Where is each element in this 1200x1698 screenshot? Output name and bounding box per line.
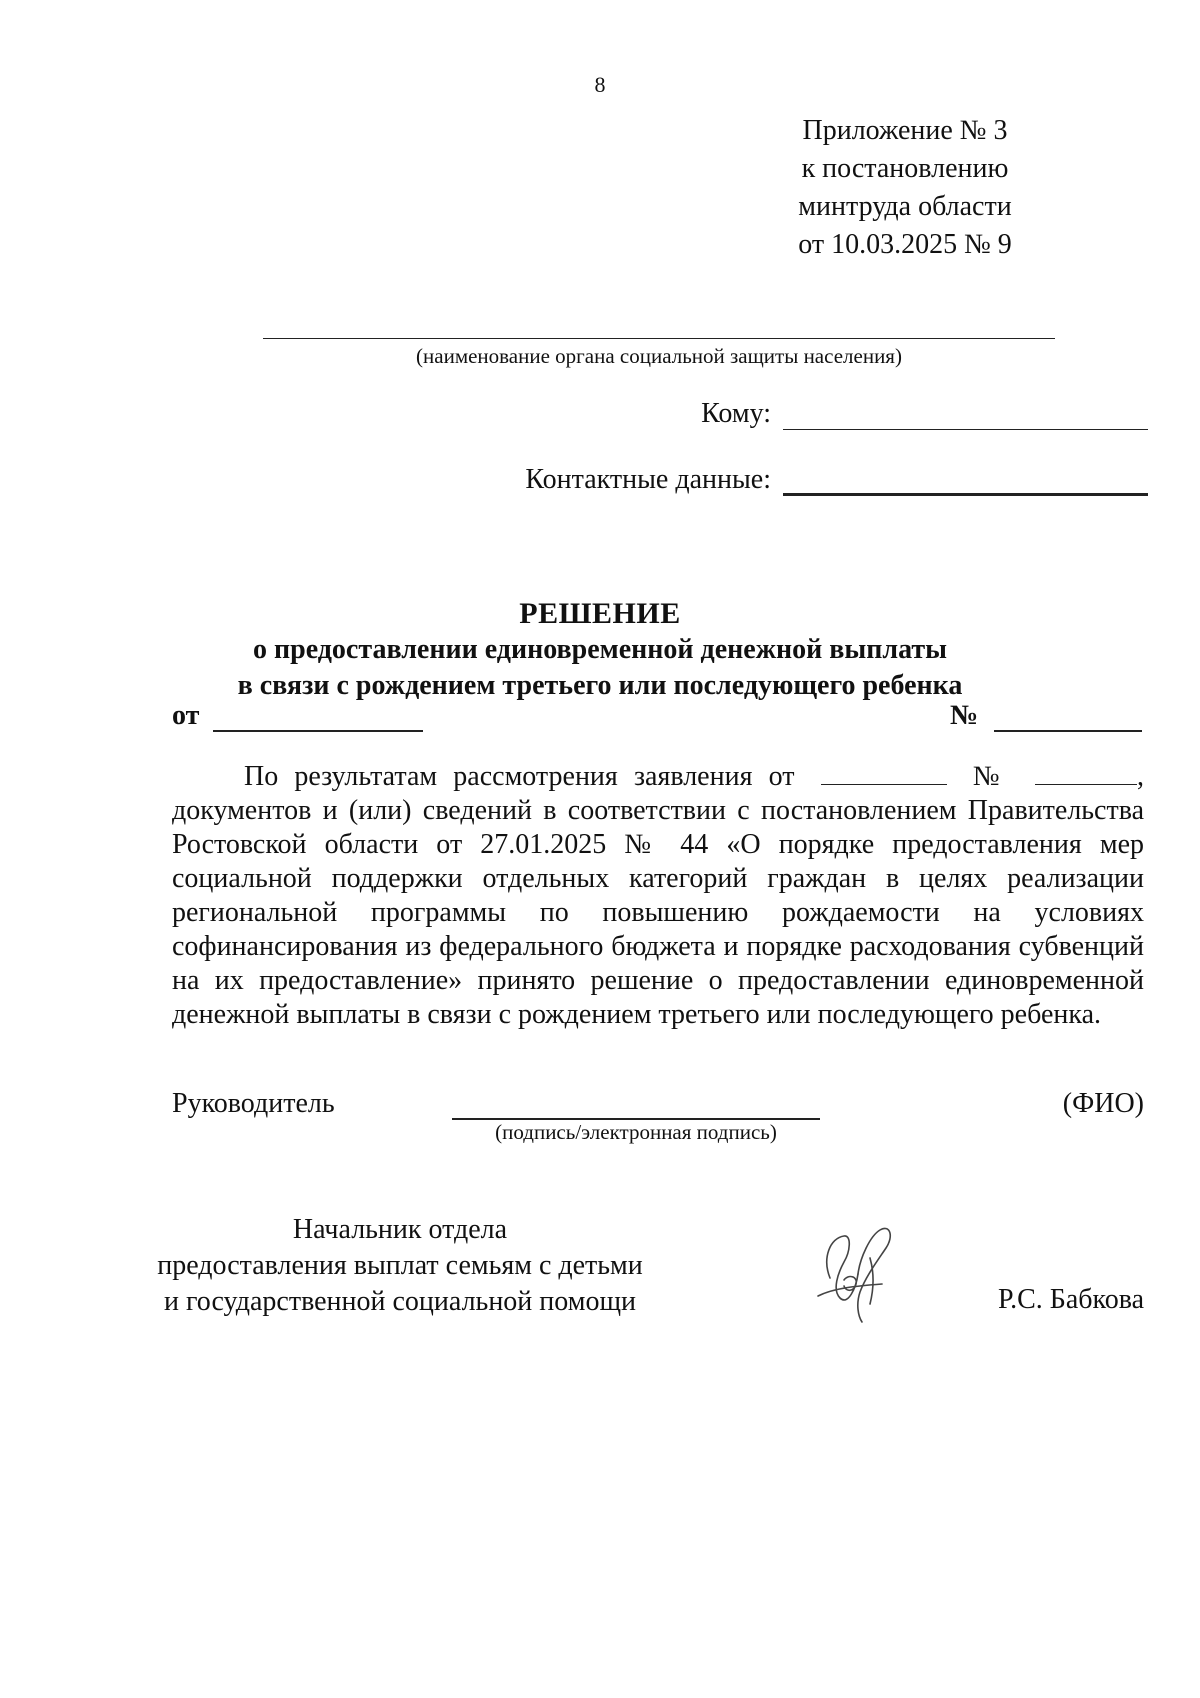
decision-date-field bbox=[172, 700, 423, 732]
title-main: РЕШЕНИЕ bbox=[519, 597, 681, 630]
application-number-blank bbox=[1035, 762, 1137, 785]
signature-caption: (подпись/электронная подпись) bbox=[495, 1120, 777, 1144]
org-name-line bbox=[263, 338, 1055, 339]
appendix-line: Приложение № 3 bbox=[802, 115, 1008, 146]
body-text: № bbox=[972, 761, 1009, 792]
chief-line: предоставления выплат семьям с детьми bbox=[157, 1250, 643, 1281]
appendix-line: к постановлению bbox=[801, 153, 1009, 184]
contacts-label: Контактные данные: bbox=[525, 464, 771, 495]
title-line: о предоставлении единовременной денежной выплаты bbox=[253, 634, 947, 665]
body-text: По результатам рассмотрения заявления от bbox=[244, 761, 795, 792]
appendix-reference bbox=[760, 112, 1050, 264]
date-blank bbox=[213, 704, 423, 732]
contacts-field bbox=[525, 464, 1148, 496]
application-date-blank bbox=[821, 762, 947, 785]
page-number: 8 bbox=[594, 72, 606, 97]
org-name-caption: (наименование органа социальной защиты населения) bbox=[416, 344, 902, 368]
decision-number-field bbox=[950, 700, 1142, 732]
fio-label: (ФИО) bbox=[1062, 1088, 1144, 1119]
signer-name: Р.С. Бабкова bbox=[998, 1284, 1144, 1315]
recipient-field bbox=[701, 398, 1148, 430]
chief-line: Начальник отдела bbox=[292, 1214, 508, 1245]
title-line: в связи с рождением третьего или последующего ребенка bbox=[237, 670, 963, 701]
head-label: Руководитель bbox=[172, 1088, 335, 1119]
chief-line: и государственной социальной помощи bbox=[163, 1286, 637, 1317]
appendix-line: от 10.03.2025 № 9 bbox=[798, 229, 1012, 260]
decision-body bbox=[172, 760, 1144, 1032]
body-text: , bbox=[1137, 761, 1145, 792]
number-blank bbox=[994, 704, 1142, 732]
contacts-blank bbox=[783, 467, 1148, 496]
appendix-line: минтруда области bbox=[798, 191, 1012, 222]
number-label: № bbox=[950, 700, 979, 731]
chief-position bbox=[150, 1212, 650, 1320]
body-text: документов и (или) сведений в соответствии с постановлением Правительства Ростовской области от 27.01.2025 № 44 «О порядке предоставления мер социальной поддержки отдельных категорий граждан в целях реализации региональной программы по повышению рождаемости на условиях софинансирования из федерального бюджета и порядке расходования субвенций на их предоставление» принято решение о предоставлении единовременной денежной выплаты в связи с рождением третьего или последующего ребенка. bbox=[172, 795, 1144, 1030]
recipient-label: Кому: bbox=[701, 398, 771, 429]
recipient-blank bbox=[783, 403, 1148, 430]
document-title bbox=[0, 596, 1200, 704]
date-label: от bbox=[172, 700, 200, 731]
handwritten-signature bbox=[800, 1218, 910, 1328]
